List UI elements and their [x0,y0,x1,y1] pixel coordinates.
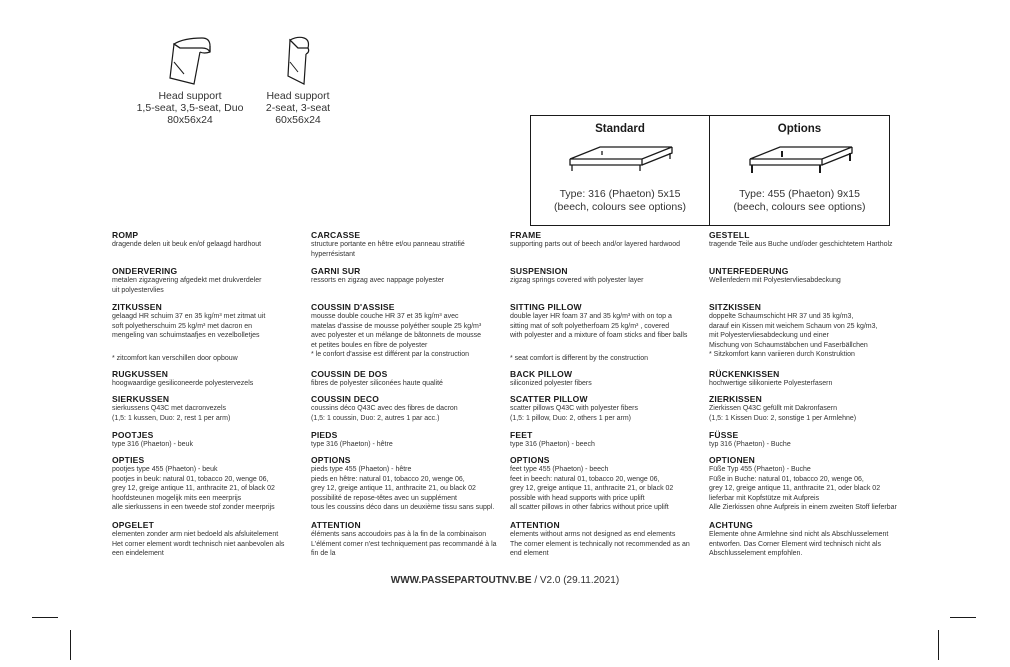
en-section-options: OPTIONS feet type 455 (Phaeton) - beech feet in beech: natural 01, tobacco 20, wenge 06, grey 12, greige antique 11, anthracite 21, or black 02 possible with head supports with price uplift all scatter pillows in other fabrics without price uplift [510,455,674,511]
head-support-caption-1: Head support 1,5-seat, 3,5-seat, Duo 80x56x24 [136,90,244,126]
de-section-zierkissen: ZIERKISSEN Zierkissen Q43C gefüllt mit Dakronfasern (1,5: 1 Kissen Duo: 2, sonstige 1 per Armlehne) [709,394,857,422]
fr-section-pieds: PIEDS type 316 (Phaeton) - hêtre [311,430,393,448]
footer-version: / V2.0 (29.11.2021) [531,575,620,586]
nl-section-ondervering: ONDERVERING metalen zigzagvering afgedekt met drukverdeler uit polyestervlies [112,266,262,294]
head-support-figure-2 [228,34,368,126]
feet-options-box [710,116,889,225]
nl-section-romp: ROMP dragende delen uit beuk en/of gelaagd hardhout [112,230,262,248]
crop-mark-left-v [70,630,71,660]
nl-section-rugkussen: RUGKUSSEN hoogwaardige gesiliconeerde polyestervezels [112,369,254,387]
nl-section-pootjes: POOTJES type 316 (Phaeton) - beuk [112,430,193,448]
en-section-sitting-pillow: SITTING PILLOW double layer HR foam 37 and 35 kg/m³ with on top a sitting mat of soft polyetherfoam 25 kg/m³ , covered with polyester and a mixture of foam sticks and fiber balls [510,302,688,339]
fr-section-options: OPTIONS pieds type 455 (Phaeton) - hêtre pieds en hêtre: natural 01, tobacco 20, wenge 06, grey 12, greige antique 11, anthracite 21, ou black 02 possibilité de repose-têtes avec un supplément tous les coussins déco dans un deuxième tissu sans suppl. [311,455,495,511]
de-section-rueckenkissen: RÜCKENKISSEN hochwertige silikonierte Polyesterfasern [709,369,833,387]
nl-section-opgelet: OPGELET elementen zonder arm niet bedoeld als afsluitelement Het corner element wordt technisch niet aanbevolen als een eindelement [112,520,285,557]
nl-seat-comfort-note: * zitcomfort kan verschillen door opbouw [112,355,238,362]
en-seat-comfort-note: * seat comfort is different by the construction [510,355,648,362]
de-section-achtung: ACHTUNG Elemente ohne Armlehne sind nicht als Abschlusselement entworfen. Das Corner Element wird technisch nicht als Abschlusselement empfohlen. [709,520,889,557]
crop-mark-right-h [950,617,976,618]
fr-section-coussin-dos: COUSSIN DE DOS fibres de polyester siliconées haute qualité [311,369,443,387]
feet-standard-box [531,116,710,225]
head-support-drawing-1 [160,34,220,86]
footer-website-link[interactable]: WWW.PASSEPARTOUTNV.BE [390,575,532,586]
de-section-fuesse: FÜSSE typ 316 (Phaeton) - Buche [709,430,791,448]
feet-standard-frame-drawing [560,141,680,181]
en-section-back-pillow: BACK PILLOW siliconized polyester fibers [510,369,592,387]
feet-standard-caption: Type: 316 (Phaeton) 5x15 (beech, colours see options) [554,188,686,213]
nl-section-sierkussen: SIERKUSSEN sierkussens Q43C met dacronvezels (1,5: 1 kussen, Duo: 2, rest 1 per arm) [112,394,231,422]
fr-section-carcasse: CARCASSE structure portante en hêtre et/ou panneau stratifié hyperrésistant [311,230,465,258]
nl-section-zitkussen: ZITKUSSEN gelaagd HR schuim 37 en 35 kg/m³ met zitmat uit soft polyetherschuim 25 kg/m³ met dacron en mengeling van schuimstaafjes en vezelbolletjes [112,302,266,339]
en-section-scatter-pillow: SCATTER PILLOW scatter pillows Q43C with polyester fibers (1,5: 1 pillow, Duo: 2, others 1 per arm) [510,394,638,422]
feet-standard-title: Standard [595,123,645,135]
feet-options-frame-drawing [740,141,860,181]
en-section-suspension: SUSPENSION zigzag springs covered with polyester layer [510,266,644,284]
fr-section-coussin-deco: COUSSIN DECO coussins déco Q43C avec des fibres de dacron (1,5: 1 coussin, Duo: 2, autres 1 par acc.) [311,394,458,422]
head-support-drawing-2 [268,34,328,86]
fr-section-attention: ATTENTION éléments sans accoudoirs pas à la fin de la combinaison L'élément corner n'est techniquement pas recommandé à la fin de la [311,520,497,557]
de-section-sitzkissen: SITZKISSEN doppelte Schaumschicht HR 37 und 35 kg/m3, darauf ein Kissen mit weichem Schaum von 25 kg/m3, mit Polyestervliesabdeckung und einer Mischung von Schaumstäbchen und Faserbällchen * Sitzkomfort kann variieren durch Konstruktion [709,302,878,358]
crop-mark-right-v [938,630,939,660]
head-support-caption-2: Head support 2-seat, 3-seat 60x56x24 [265,90,331,126]
en-section-attention: ATTENTION elements without arms not designed as end elements The corner element is technically not recommended as an end element [510,520,690,557]
fr-section-garni-sur: GARNI SUR ressorts en zigzag avec nappage polyester [311,266,445,284]
de-section-gestell: GESTELL tragende Teile aus Buche und/oder geschichtetem Hartholz [709,230,893,248]
crop-mark-left-h [32,617,58,618]
de-section-optionen: OPTIONEN Füße Typ 455 (Phaeton) - Buche Füße in Buche: natural 01, tobacco 20, wenge 06, grey 12, greige antique 11, anthracite 21, oder black 02 lieferbar mit Kopfstütze mit Aufpreis Alle Zierkissen ohne Aufpreis in einem zweiten Stoff lieferbar [709,455,897,511]
feet-options-caption: Type: 455 (Phaeton) 9x15 (beech, colours see options) [733,188,866,213]
footer [0,575,1010,586]
en-section-feet: FEET type 316 (Phaeton) - beech [510,430,595,448]
feet-options-table [530,115,890,226]
de-section-unterfederung: UNTERFEDERUNG Wellenfedern mit Polyestervliesabdeckung [709,266,841,284]
en-section-frame: FRAME supporting parts out of beech and/or layered hardwood [510,230,681,248]
fr-section-coussin-assise: COUSSIN D'ASSISE mousse double couche HR 37 et 35 kg/m³ avec matelas d'assise de mousse polyéther souple 25 kg/m³ avec polyester et un mélange de bâtonnets de mousse et petites boules en fibre de polyester * le confort d'assise est différent par la construction [311,302,482,358]
nl-section-opties: OPTIES pootjes type 455 (Phaeton) - beuk pootjes in beuk: natural 01, tobacco 20, wenge 06, grey 12, greige antique 11, anthracite 21, of black 02 hoofdsteunen mogelijk mits een meerprijs alle sierkussens in een tweede stof zonder meerprijs [112,455,275,511]
feet-options-title: Options [777,123,822,135]
